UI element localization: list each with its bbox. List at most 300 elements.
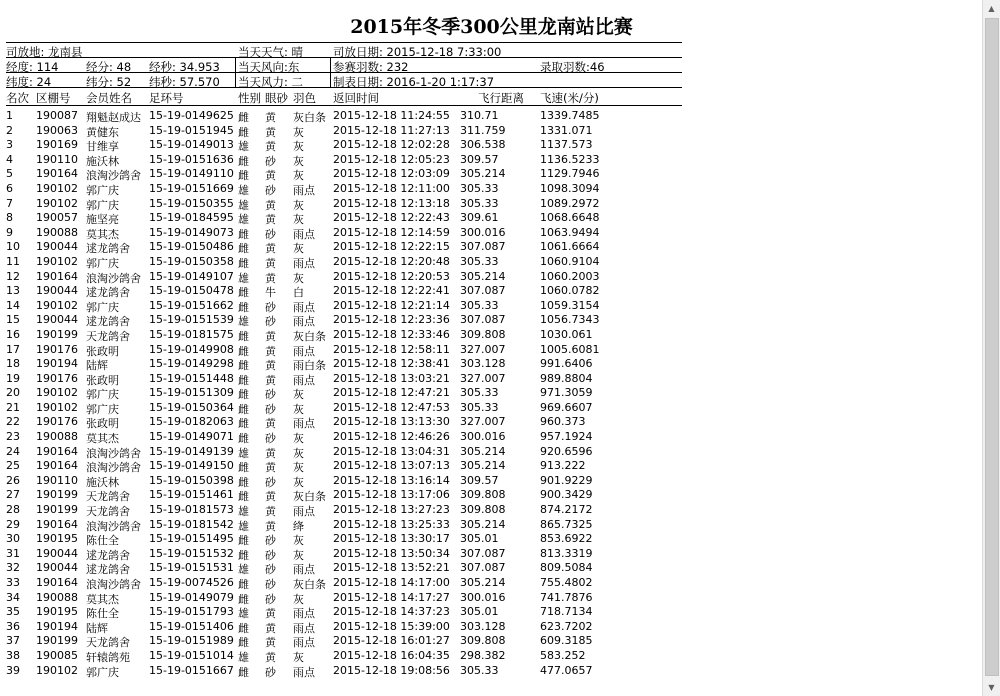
cell-ring: 15-19-0151539 <box>149 313 234 327</box>
cell-distance: 305.33 <box>460 386 499 400</box>
cell-member: 逑龙鸽舍 <box>86 563 130 577</box>
cell-eye: 砂 <box>265 402 276 416</box>
cell-distance: 327.007 <box>460 342 506 356</box>
cell-speed: 1137.573 <box>540 138 593 152</box>
cell-speed: 477.0657 <box>540 663 593 677</box>
header-divider-2 <box>330 57 331 87</box>
cell-sex: 雌 <box>238 548 249 562</box>
cell-rank: 36 <box>6 619 20 633</box>
cell-member: 天龙鸽舍 <box>86 490 130 504</box>
cell-return-time: 2015-12-18 12:05:23 <box>333 152 450 166</box>
cell-feather: 雨点 <box>293 227 315 241</box>
cell-eye: 砂 <box>265 227 276 241</box>
table-row <box>0 313 700 328</box>
cell-distance: 305.33 <box>460 400 499 414</box>
cell-member: 浪淘沙鸽舍 <box>86 446 141 460</box>
up-arrow-icon[interactable]: ▲ <box>983 0 1000 17</box>
cell-member: 天龙鸽舍 <box>86 329 130 343</box>
table-row <box>0 372 700 387</box>
cell-eye: 黄 <box>265 213 276 227</box>
cell-return-time: 2015-12-18 12:03:09 <box>333 167 450 181</box>
cell-ring: 15-19-0074526 <box>149 576 234 589</box>
table-row <box>0 240 700 255</box>
cell-speed: 755.4802 <box>540 576 593 589</box>
cell-sex: 雄 <box>238 607 249 621</box>
cell-member: 黄健东 <box>86 125 119 139</box>
cell-eye: 黄 <box>265 242 276 256</box>
cell-feather: 雨点 <box>293 300 315 314</box>
cell-member: 逑龙鸽舍 <box>86 286 130 300</box>
cell-ring: 15-19-0151669 <box>149 181 234 195</box>
cell-eye: 黄 <box>265 490 276 504</box>
cell-ring: 15-19-0149150 <box>149 459 234 473</box>
cell-member: 莫其杰 <box>86 432 119 446</box>
cell-distance: 305.214 <box>460 517 506 531</box>
cell-member: 张政明 <box>86 417 119 431</box>
cell-return-time: 2015-12-18 13:13:30 <box>333 415 450 429</box>
col-member: 会员姓名 <box>86 91 132 105</box>
table-row <box>0 445 700 460</box>
cell-feather: 绛 <box>293 519 304 533</box>
cell-return-time: 2015-12-18 13:03:21 <box>333 371 450 385</box>
cell-distance: 307.087 <box>460 546 506 560</box>
cell-rank: 26 <box>6 473 20 487</box>
cell-ring: 15-19-0181573 <box>149 503 234 517</box>
cell-member: 翔魁赵成达 <box>86 111 141 124</box>
vertical-scrollbar[interactable] <box>982 0 1000 696</box>
cell-rank: 8 <box>6 211 13 225</box>
cell-return-time: 2015-12-18 12:47:21 <box>333 386 450 400</box>
cell-feather: 雨点 <box>293 563 315 577</box>
cell-distance: 309.808 <box>460 503 506 517</box>
cell-sex: 雌 <box>238 169 249 183</box>
cell-speed: 957.1924 <box>540 430 593 444</box>
header-rule-2 <box>6 72 682 73</box>
cell-return-time: 2015-12-18 16:01:27 <box>333 634 450 648</box>
cell-rank: 22 <box>6 415 20 429</box>
cell-distance: 305.01 <box>460 532 499 546</box>
cell-eye: 砂 <box>265 578 276 591</box>
cell-loft: 190102 <box>36 298 78 312</box>
cell-return-time: 2015-12-18 11:27:13 <box>333 123 450 137</box>
cell-speed: 809.5084 <box>540 561 593 575</box>
table-row <box>0 518 700 533</box>
cell-sex: 雄 <box>238 140 249 154</box>
wind-force: 当天风力: 二 <box>238 75 304 89</box>
cell-member: 逑龙鸽舍 <box>86 315 130 329</box>
cell-sex: 雄 <box>238 563 249 577</box>
col-sex: 性别 <box>238 91 261 105</box>
table-row <box>0 226 700 241</box>
cell-feather: 灰白条 <box>293 490 326 504</box>
cell-loft: 190044 <box>36 561 78 575</box>
cell-member: 施沃林 <box>86 475 119 489</box>
cell-loft: 190199 <box>36 327 78 341</box>
table-row <box>0 620 700 635</box>
cell-distance: 309.57 <box>460 473 499 487</box>
cell-rank: 28 <box>6 503 20 517</box>
cell-feather: 灰 <box>293 125 304 139</box>
cell-eye: 黄 <box>265 607 276 621</box>
table-row <box>0 591 700 606</box>
cell-loft: 190102 <box>36 386 78 400</box>
col-ring: 足环号 <box>149 91 184 105</box>
cell-ring: 15-19-0150358 <box>149 254 234 268</box>
table-row <box>0 284 700 299</box>
entries-count: 参赛羽数: 232 <box>333 60 409 74</box>
cell-loft: 190057 <box>36 211 78 225</box>
cell-speed: 901.9229 <box>540 473 593 487</box>
cell-loft: 190102 <box>36 663 78 677</box>
cell-sex: 雌 <box>238 636 249 650</box>
cell-ring: 15-19-0151495 <box>149 532 234 546</box>
cell-ring: 15-19-0149073 <box>149 225 234 239</box>
cell-member: 天龙鸽舍 <box>86 636 130 650</box>
cell-speed: 1331.071 <box>540 123 593 137</box>
cell-sex: 雌 <box>238 665 249 679</box>
cell-rank: 24 <box>6 444 20 458</box>
table-row <box>0 415 700 430</box>
cell-speed: 1056.7343 <box>540 313 600 327</box>
cell-rank: 25 <box>6 459 20 473</box>
cell-distance: 305.214 <box>460 459 506 473</box>
cell-feather: 雨点 <box>293 636 315 650</box>
cell-sex: 雌 <box>238 402 249 416</box>
scroll-thumb[interactable] <box>985 18 999 676</box>
cell-rank: 35 <box>6 605 20 619</box>
cell-ring: 15-19-0151532 <box>149 546 234 560</box>
cell-feather: 灰 <box>293 650 304 664</box>
cell-feather: 灰 <box>293 402 304 416</box>
latitude-minutes: 纬分: 52 <box>86 75 132 89</box>
table-row <box>0 576 700 591</box>
cell-distance: 307.087 <box>460 284 506 298</box>
cell-member: 郭广庆 <box>86 198 119 212</box>
cell-distance: 309.808 <box>460 488 506 502</box>
table-row <box>0 474 700 489</box>
table-row <box>0 488 700 503</box>
cell-distance: 305.214 <box>460 167 506 181</box>
cell-eye: 黄 <box>265 359 276 373</box>
cell-member: 莫其杰 <box>86 592 119 606</box>
cell-ring: 15-19-0151945 <box>149 123 234 137</box>
cell-member: 郭广庆 <box>86 665 119 679</box>
cell-distance: 306.538 <box>460 138 506 152</box>
cell-return-time: 2015-12-18 15:39:00 <box>333 619 450 633</box>
results-table <box>0 109 700 678</box>
latitude-seconds: 纬秒: 57.570 <box>149 75 220 89</box>
cell-return-time: 2015-12-18 12:23:36 <box>333 313 450 327</box>
cell-ring: 15-19-0150355 <box>149 196 234 210</box>
cell-loft: 190044 <box>36 240 78 254</box>
cell-feather: 灰 <box>293 271 304 285</box>
cell-sex: 雄 <box>238 198 249 212</box>
cell-feather: 灰 <box>293 534 304 548</box>
cell-speed: 971.3059 <box>540 386 593 400</box>
table-row <box>0 503 700 518</box>
cell-member: 施沃林 <box>86 154 119 168</box>
cell-return-time: 2015-12-18 12:46:26 <box>333 430 450 444</box>
cell-rank: 7 <box>6 196 13 210</box>
cell-rank: 18 <box>6 357 20 371</box>
cell-rank: 31 <box>6 546 20 560</box>
cell-eye: 黄 <box>265 111 276 124</box>
cell-rank: 38 <box>6 648 20 662</box>
cell-rank: 12 <box>6 269 20 283</box>
cell-member: 甘维享 <box>86 140 119 154</box>
cell-loft: 190199 <box>36 503 78 517</box>
cell-speed: 991.6406 <box>540 357 593 371</box>
cell-return-time: 2015-12-18 12:20:53 <box>333 269 450 283</box>
cell-return-time: 2015-12-18 12:38:41 <box>333 357 450 371</box>
cell-eye: 砂 <box>265 388 276 402</box>
cell-sex: 雌 <box>238 242 249 256</box>
cell-rank: 3 <box>6 138 13 152</box>
cell-eye: 黄 <box>265 621 276 635</box>
cell-distance: 307.087 <box>460 313 506 327</box>
cell-feather: 雨点 <box>293 344 315 358</box>
cell-eye: 砂 <box>265 300 276 314</box>
cell-rank: 27 <box>6 488 20 502</box>
cell-loft: 190164 <box>36 269 78 283</box>
cell-loft: 190164 <box>36 167 78 181</box>
cell-return-time: 2015-12-18 12:22:43 <box>333 211 450 225</box>
table-row <box>0 167 700 182</box>
table-row <box>0 197 700 212</box>
cell-speed: 623.7202 <box>540 619 593 633</box>
cell-loft: 190194 <box>36 619 78 633</box>
cell-speed: 874.2172 <box>540 503 593 517</box>
cell-member: 郭广庆 <box>86 300 119 314</box>
cell-sex: 雄 <box>238 650 249 664</box>
cell-loft: 190199 <box>36 634 78 648</box>
cell-return-time: 2015-12-18 14:17:27 <box>333 590 450 604</box>
cell-ring: 15-19-0149298 <box>149 357 234 371</box>
cell-loft: 190195 <box>36 605 78 619</box>
cell-feather: 雨点 <box>293 183 315 197</box>
table-row <box>0 634 700 649</box>
cell-eye: 黄 <box>265 636 276 650</box>
cell-eye: 黄 <box>265 519 276 533</box>
cell-eye: 黄 <box>265 373 276 387</box>
cell-loft: 190102 <box>36 196 78 210</box>
cell-feather: 灰 <box>293 198 304 212</box>
cell-return-time: 2015-12-18 13:30:17 <box>333 532 450 546</box>
cell-feather: 雨点 <box>293 621 315 635</box>
col-return-time: 返回时间 <box>333 91 379 105</box>
cell-loft: 190164 <box>36 576 78 589</box>
table-row <box>0 153 700 168</box>
col-eye: 眼砂 <box>265 91 288 105</box>
cell-speed: 1089.2972 <box>540 196 600 210</box>
cell-loft: 190088 <box>36 225 78 239</box>
cell-rank: 20 <box>6 386 20 400</box>
cell-member: 陈仕全 <box>86 534 119 548</box>
cell-eye: 黄 <box>265 169 276 183</box>
cell-distance: 305.33 <box>460 663 499 677</box>
header-top-rule <box>6 42 682 43</box>
cell-member: 浪淘沙鸽舍 <box>86 578 141 591</box>
cell-distance: 305.33 <box>460 181 499 195</box>
cell-speed: 900.3429 <box>540 488 593 502</box>
cell-eye: 砂 <box>265 315 276 329</box>
table-row <box>0 532 700 547</box>
cell-ring: 15-19-0151636 <box>149 152 234 166</box>
cell-ring: 15-19-0181575 <box>149 327 234 341</box>
header-rule-3 <box>6 87 682 88</box>
cell-feather: 雨点 <box>293 373 315 387</box>
cell-return-time: 2015-12-18 12:47:53 <box>333 400 450 414</box>
report-date: 制表日期: 2016-1-20 1:17:37 <box>333 75 495 89</box>
cell-distance: 303.128 <box>460 357 506 371</box>
cell-rank: 34 <box>6 590 20 604</box>
cell-loft: 190063 <box>36 123 78 137</box>
cell-loft: 190176 <box>36 342 78 356</box>
cell-return-time: 2015-12-18 13:50:34 <box>333 546 450 560</box>
cell-speed: 853.6922 <box>540 532 593 546</box>
cell-distance: 305.33 <box>460 254 499 268</box>
cell-sex: 雄 <box>238 315 249 329</box>
cell-eye: 黄 <box>265 271 276 285</box>
cell-sex: 雌 <box>238 592 249 606</box>
cell-speed: 913.222 <box>540 459 586 473</box>
table-row <box>0 255 700 270</box>
header-divider-1 <box>235 57 236 87</box>
cell-distance: 310.71 <box>460 109 499 122</box>
table-row <box>0 343 700 358</box>
cell-distance: 309.57 <box>460 152 499 166</box>
cell-sex: 雌 <box>238 286 249 300</box>
cell-rank: 15 <box>6 313 20 327</box>
cell-sex: 雌 <box>238 344 249 358</box>
cell-ring: 15-19-0181542 <box>149 517 234 531</box>
cell-loft: 190110 <box>36 152 78 166</box>
cell-return-time: 2015-12-18 11:24:55 <box>333 109 450 122</box>
cell-ring: 15-19-0150486 <box>149 240 234 254</box>
cell-return-time: 2015-12-18 12:13:18 <box>333 196 450 210</box>
cell-speed: 960.373 <box>540 415 586 429</box>
cell-return-time: 2015-12-18 13:52:21 <box>333 561 450 575</box>
cell-return-time: 2015-12-18 16:04:35 <box>333 648 450 662</box>
cell-ring: 15-19-0151662 <box>149 298 234 312</box>
cell-rank: 16 <box>6 327 20 341</box>
cell-feather: 灰 <box>293 140 304 154</box>
cell-distance: 327.007 <box>460 415 506 429</box>
cell-rank: 23 <box>6 430 20 444</box>
cell-ring: 15-19-0150398 <box>149 473 234 487</box>
cell-member: 张政明 <box>86 373 119 387</box>
cell-ring: 15-19-0149110 <box>149 167 234 181</box>
longitude: 经度: 114 <box>6 60 59 74</box>
cell-member: 张政明 <box>86 344 119 358</box>
cell-rank: 9 <box>6 225 13 239</box>
cell-sex: 雌 <box>238 300 249 314</box>
cell-loft: 190164 <box>36 444 78 458</box>
table-row <box>0 459 700 474</box>
cell-eye: 黄 <box>265 140 276 154</box>
table-row <box>0 124 700 139</box>
cell-rank: 37 <box>6 634 20 648</box>
cell-member: 郭广庆 <box>86 402 119 416</box>
cell-sex: 雌 <box>238 461 249 475</box>
cell-loft: 190085 <box>36 648 78 662</box>
cell-loft: 190088 <box>36 590 78 604</box>
cell-feather: 灰 <box>293 388 304 402</box>
cell-return-time: 2015-12-18 13:27:23 <box>333 503 450 517</box>
down-arrow-icon[interactable]: ▼ <box>983 679 1000 696</box>
cell-speed: 1068.6648 <box>540 211 600 225</box>
cell-rank: 1 <box>6 109 13 122</box>
cell-feather: 雨点 <box>293 417 315 431</box>
cell-ring: 15-19-0149908 <box>149 342 234 356</box>
cell-sex: 雄 <box>238 519 249 533</box>
cell-feather: 雨白条 <box>293 359 326 373</box>
cell-return-time: 2015-12-18 12:33:46 <box>333 327 450 341</box>
table-row <box>0 649 700 664</box>
cell-sex: 雌 <box>238 578 249 591</box>
cell-sex: 雌 <box>238 154 249 168</box>
cell-sex: 雌 <box>238 388 249 402</box>
cell-return-time: 2015-12-18 12:58:11 <box>333 342 450 356</box>
cell-ring: 15-19-0149079 <box>149 590 234 604</box>
cell-feather: 灰白条 <box>293 329 326 343</box>
cell-eye: 黄 <box>265 198 276 212</box>
cell-member: 浪淘沙鸽舍 <box>86 271 141 285</box>
cell-return-time: 2015-12-18 13:07:13 <box>333 459 450 473</box>
cell-rank: 2 <box>6 123 13 137</box>
cell-distance: 305.214 <box>460 576 506 589</box>
cell-return-time: 2015-12-18 19:08:56 <box>333 663 450 677</box>
cell-speed: 813.3319 <box>540 546 593 560</box>
cell-distance: 309.808 <box>460 327 506 341</box>
cell-return-time: 2015-12-18 12:22:41 <box>333 284 450 298</box>
cell-loft: 190195 <box>36 532 78 546</box>
cell-feather: 灰 <box>293 592 304 606</box>
cell-member: 莫其杰 <box>86 227 119 241</box>
cell-rank: 32 <box>6 561 20 575</box>
col-speed: 飞速(米/分) <box>540 91 599 105</box>
cell-speed: 1059.3154 <box>540 298 600 312</box>
cell-eye: 砂 <box>265 534 276 548</box>
cell-sex: 雄 <box>238 183 249 197</box>
cell-ring: 15-19-0149625 <box>149 109 234 122</box>
cell-member: 逑龙鸽舍 <box>86 242 130 256</box>
cell-loft: 190087 <box>36 109 78 122</box>
cell-distance: 307.087 <box>460 240 506 254</box>
cell-feather: 雨点 <box>293 665 315 679</box>
cell-member: 陆辉 <box>86 621 108 635</box>
cell-feather: 灰 <box>293 213 304 227</box>
cell-speed: 741.7876 <box>540 590 593 604</box>
cell-sex: 雄 <box>238 446 249 460</box>
cell-loft: 190102 <box>36 181 78 195</box>
cell-eye: 黄 <box>265 650 276 664</box>
header-rule-1 <box>6 57 682 58</box>
cell-ring: 15-19-0151461 <box>149 488 234 502</box>
cell-loft: 190102 <box>36 254 78 268</box>
cell-ring: 15-19-0149107 <box>149 269 234 283</box>
cell-speed: 1136.5233 <box>540 152 600 166</box>
cell-eye: 砂 <box>265 548 276 562</box>
cell-feather: 灰 <box>293 461 304 475</box>
cell-sex: 雌 <box>238 227 249 241</box>
cell-distance: 305.01 <box>460 605 499 619</box>
cell-feather: 灰 <box>293 169 304 183</box>
cell-distance: 309.61 <box>460 211 499 225</box>
cell-sex: 雌 <box>238 125 249 139</box>
cell-rank: 21 <box>6 400 20 414</box>
cell-sex: 雌 <box>238 621 249 635</box>
